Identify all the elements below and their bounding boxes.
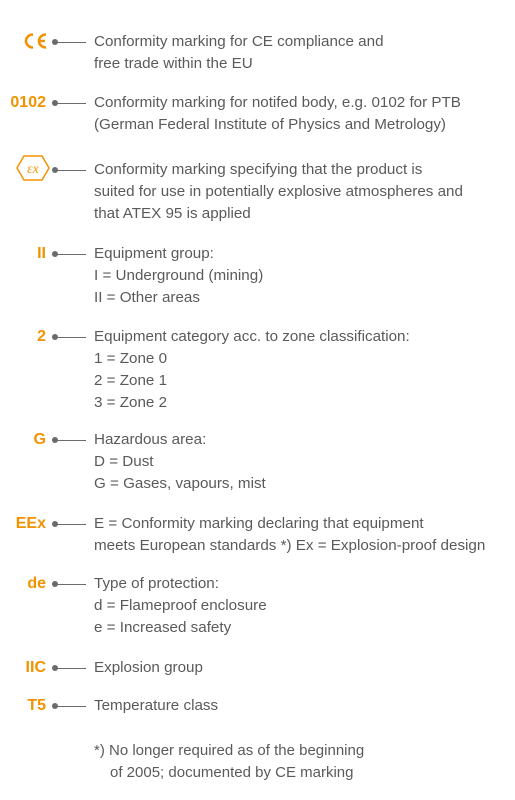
svg-text:εx: εx — [27, 162, 39, 177]
footnote — [94, 740, 364, 784]
ce-mark-icon — [22, 32, 48, 55]
entry-description: Temperature class — [94, 697, 219, 714]
connector — [52, 39, 86, 45]
entry-symbol: II — [37, 245, 46, 262]
entry-symbol: EEx — [15, 515, 46, 532]
entry-description: E = Conformity marking declaring that equipment meets European standards *) Ex = Explosion-proof design — [94, 515, 486, 554]
connector — [52, 437, 86, 443]
footnote-line-1: *) No longer required as of the beginning — [94, 742, 365, 759]
entry-symbol: de — [27, 575, 46, 592]
entry-description: Conformity marking specifying that the product is suited for use in potentially explosive atmospheres and that ATEX 95 is applied — [94, 161, 463, 222]
connector — [52, 521, 86, 527]
entry-description: Explosion group — [94, 659, 203, 676]
connector — [52, 167, 86, 173]
entry-description: Conformity marking for CE compliance and free trade within the EU — [94, 33, 384, 72]
entry-description: Equipment group: I = Underground (mining) II = Other areas — [94, 245, 264, 306]
entry-symbol: G — [33, 431, 46, 448]
entry-symbol: 2 — [37, 328, 46, 345]
entry-symbol: T5 — [27, 697, 46, 714]
ex-hexagon-icon — [16, 155, 50, 186]
entry-description: Type of protection: d = Flameproof enclosure e = Increased safety — [94, 575, 267, 636]
connector — [52, 100, 86, 106]
entry-symbol: IIC — [25, 659, 46, 676]
connector — [52, 251, 86, 257]
connector — [52, 665, 86, 671]
entry-description: Hazardous area: D = Dust G = Gases, vapours, mist — [94, 431, 266, 492]
entry-description: Equipment category acc. to zone classification: 1 = Zone 0 2 = Zone 1 3 = Zone 2 — [94, 328, 410, 411]
connector — [52, 581, 86, 587]
entry-symbol: 0102 — [10, 94, 46, 111]
connector — [52, 334, 86, 340]
connector — [52, 703, 86, 709]
entry-description: Conformity marking for notifed body, e.g. 0102 for PTB (German Federal Institute of Physics and Metrology) — [94, 94, 461, 133]
footnote-line-2: of 2005; documented by CE marking — [110, 764, 354, 781]
